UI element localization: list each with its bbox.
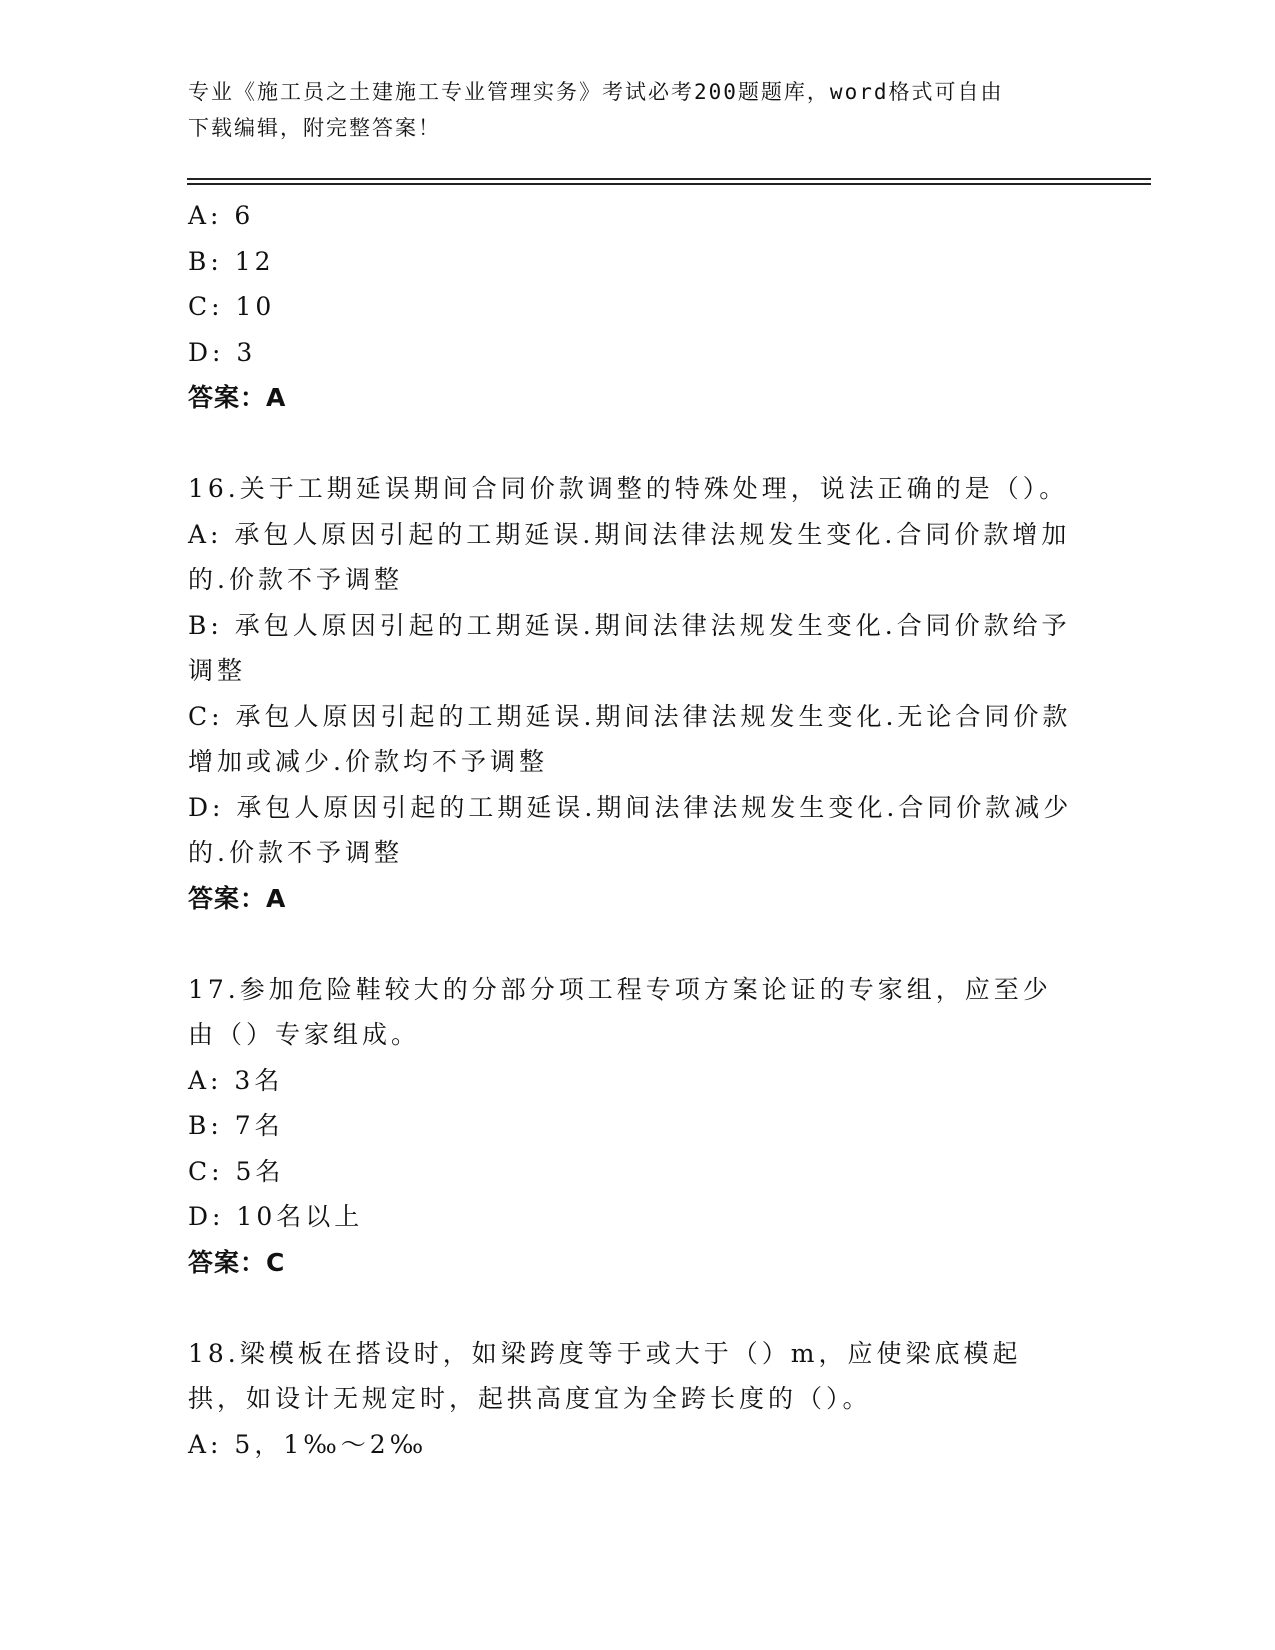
option-b: B: 7名 — [188, 1111, 284, 1140]
question-text: 18.梁模板在搭设时，如梁跨度等于或大于（）m，应使梁底模起拱，如设计无规定时，起拱高度宜为全跨长度的（）。 — [188, 1338, 1022, 1413]
option-b: B: 承包人原因引起的工期延误.期间法律法规发生变化.合同价款给予调整 — [188, 610, 1071, 685]
header-divider-bottom — [187, 183, 1151, 185]
option-c: C: 5名 — [188, 1156, 285, 1186]
question-block-15 — [188, 193, 1078, 421]
question-text: 16.关于工期延误期间合同价款调整的特殊处理，说法正确的是（）。 — [188, 474, 1069, 503]
option-b: B: 12 — [188, 246, 275, 276]
answer-label: 答案：C — [188, 1247, 286, 1277]
option-d: D: 承包人原因引起的工期延误.期间法律法规发生变化.合同价款减少的.价款不予调整 — [188, 792, 1073, 867]
question-text: 17.参加危险鞋较大的分部分项工程专项方案论证的专家组，应至少由（）专家组成。 — [188, 974, 1052, 1049]
header-line-2: 下载编辑，附完整答案！ — [188, 116, 441, 140]
document-header — [188, 74, 1088, 146]
header-divider-top — [187, 178, 1151, 180]
question-block-17 — [188, 967, 1078, 1286]
option-d: D: 3 — [188, 337, 257, 367]
option-a: A: 3名 — [188, 1065, 284, 1095]
option-d: D: 10名以上 — [188, 1202, 364, 1231]
answer-label: 答案：A — [188, 883, 287, 913]
option-c: C: 承包人原因引起的工期延误.期间法律法规发生变化.无论合同价款增加或减少.价款均不予调整 — [188, 701, 1072, 776]
spacer — [188, 921, 1078, 967]
answer-label: 答案：A — [188, 383, 287, 412]
option-c: C: 10 — [188, 292, 276, 321]
spacer — [188, 421, 1078, 467]
header-line-1: 专业《施工员之土建施工专业管理实务》考试必考200题题库，word格式可自由 — [188, 80, 1004, 104]
option-a: A: 5，1‰～2‰ — [188, 1429, 428, 1459]
question-block-16 — [188, 466, 1078, 921]
spacer — [188, 1285, 1078, 1331]
question-block-18 — [188, 1331, 1078, 1468]
question-list — [188, 193, 1078, 1467]
option-a: A: 6 — [188, 201, 255, 230]
option-a: A: 承包人原因引起的工期延误.期间法律法规发生变化.合同价款增加的.价款不予调整 — [188, 519, 1071, 594]
